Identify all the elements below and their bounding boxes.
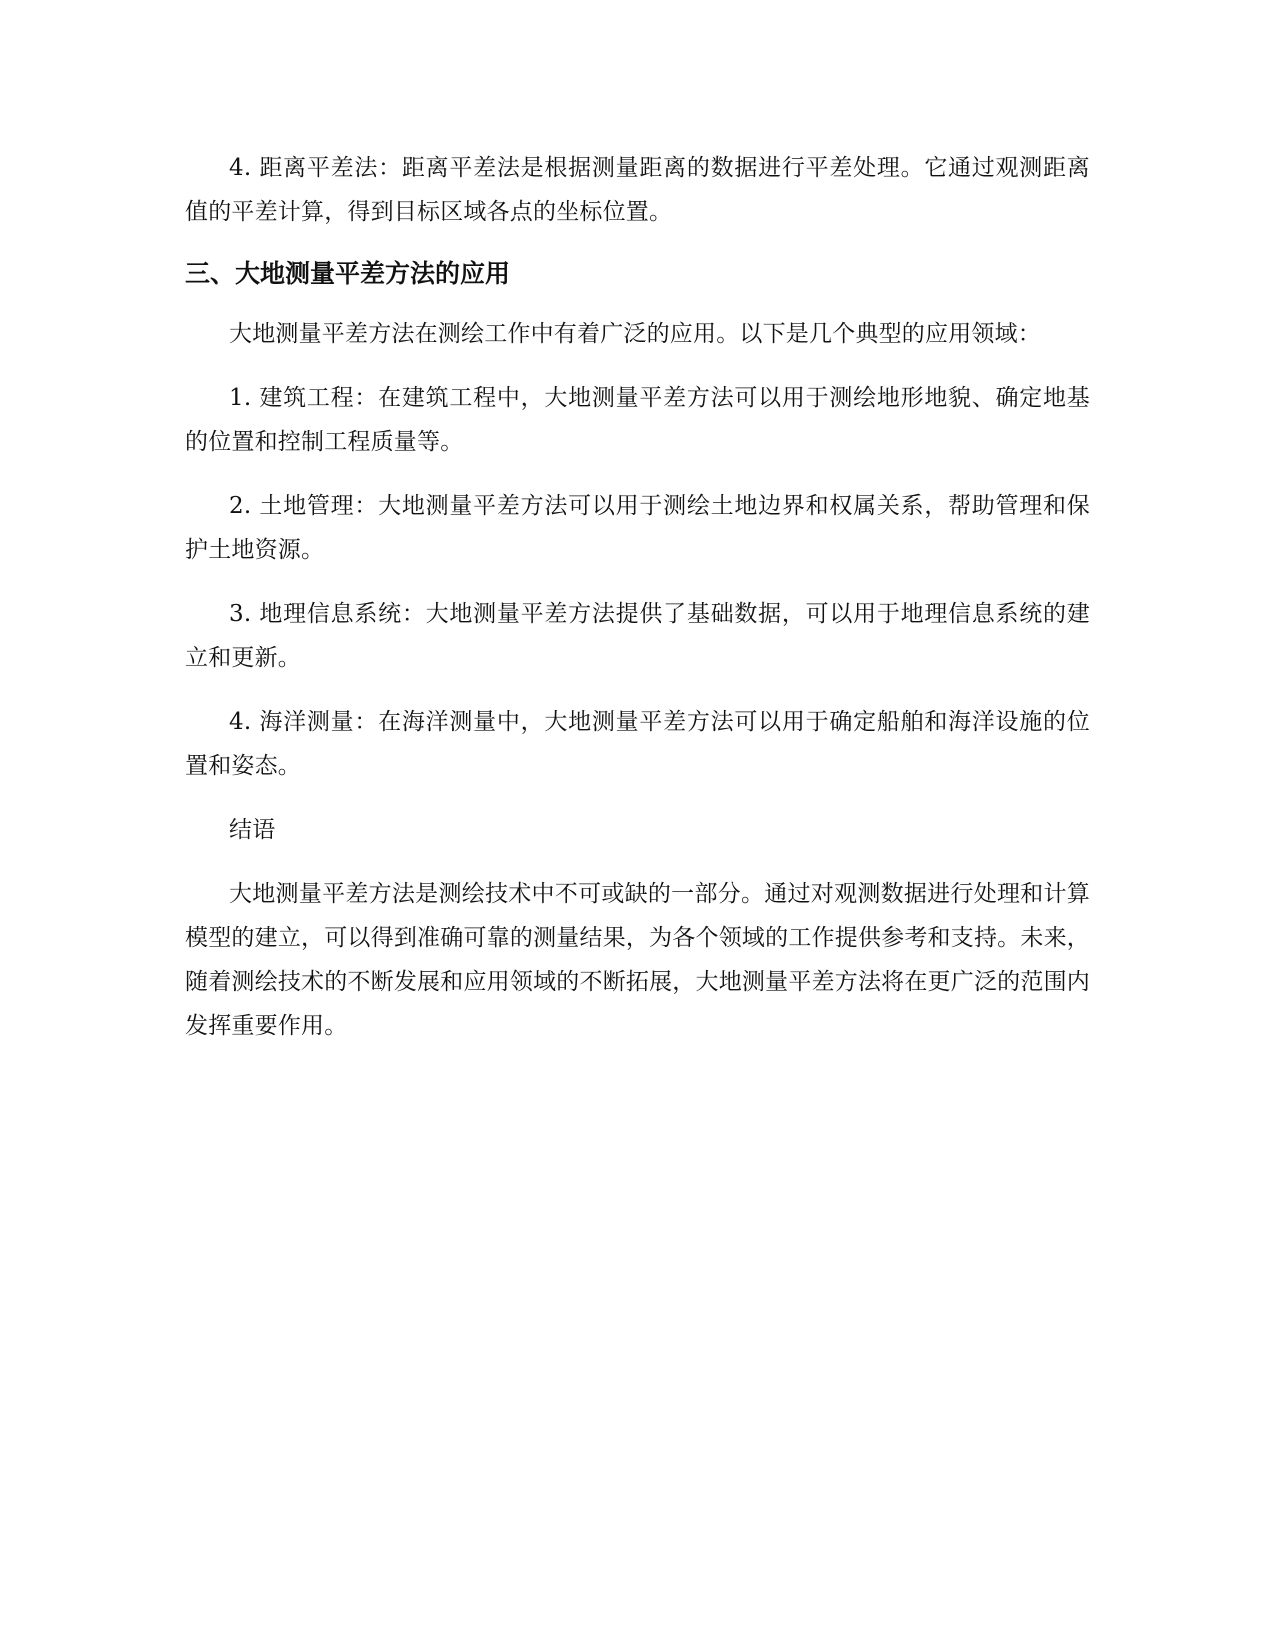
paragraph-distance-adjustment: 4. 距离平差法：距离平差法是根据测量距离的数据进行平差处理。它通过观测距离值的平差计算，得到目标区域各点的坐标位置。 (185, 155, 1090, 225)
document-page (185, 146, 1090, 1068)
application-item-marine-survey: 4. 海洋测量：在海洋测量中，大地测量平差方法可以用于确定船舶和海洋设施的位置和姿态。 (185, 709, 1090, 779)
conclusion-paragraph: 大地测量平差方法是测绘技术中不可或缺的一部分。通过对观测数据进行处理和计算模型的建立，可以得到准确可靠的测量结果，为各个领域的工作提供参考和支持。未来，随着测绘技术的不断发展和应用领域的不断拓展，大地测量平差方法将在更广泛的范围内发挥重要作用。 (185, 881, 1090, 1039)
section-intro-paragraph: 大地测量平差方法在测绘工作中有着广泛的应用。以下是几个典型的应用领域： (229, 321, 1041, 347)
application-item-land-management: 2. 土地管理：大地测量平差方法可以用于测绘土地边界和权属关系，帮助管理和保护土地资源。 (185, 493, 1090, 563)
application-item-gis: 3. 地理信息系统：大地测量平差方法提供了基础数据，可以用于地理信息系统的建立和更新。 (185, 601, 1090, 671)
section-heading: 三、大地测量平差方法的应用 (185, 259, 511, 288)
conclusion-title: 结语 (229, 817, 276, 843)
application-item-construction: 1. 建筑工程：在建筑工程中，大地测量平差方法可以用于测绘地形地貌、确定地基的位置和控制工程质量等。 (185, 385, 1090, 455)
